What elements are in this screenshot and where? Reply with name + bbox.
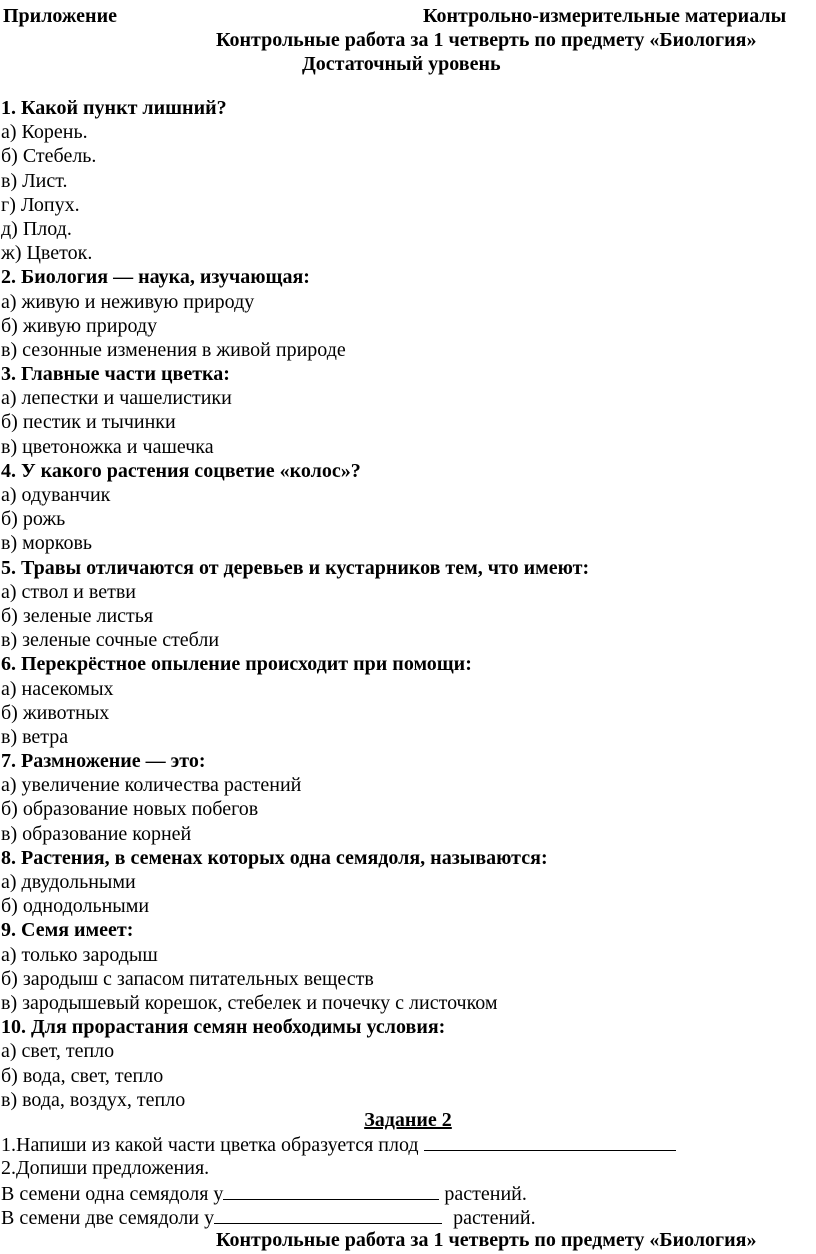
answer-option: б) образование новых побегов	[1, 798, 259, 821]
questions-list	[1, 96, 813, 1112]
answer-option: в) морковь	[1, 532, 93, 555]
question-text: 7. Размножение — это:	[1, 750, 206, 773]
answer-blank[interactable]	[214, 1205, 442, 1224]
answer-option: г) Лопух.	[1, 193, 80, 216]
answer-option: б) живую природу	[1, 314, 158, 337]
question	[1, 556, 813, 653]
answer-option: в) Лист.	[1, 169, 68, 192]
answer-option: б) животных	[1, 701, 110, 724]
header-left: Приложение	[3, 5, 117, 27]
answer-option: в) зеленые сочные стебли	[1, 629, 220, 652]
document-title: Контрольные работа за 1 четверть по предмету «Биология»	[216, 29, 757, 51]
answer-option: в) сезонные изменения в живой природе	[1, 338, 346, 361]
question-text: 5. Травы отличаются от деревьев и кустарников тем, что имеют:	[1, 556, 590, 579]
footer-title: Контрольные работа за 1 четверть по предмету «Биология»	[216, 1229, 757, 1251]
question-text: 1. Какой пункт лишний?	[1, 97, 227, 119]
answer-option: б) Стебель.	[1, 145, 97, 168]
question	[1, 459, 813, 556]
answer-option: в) ветра	[1, 725, 69, 748]
question	[1, 265, 813, 362]
answer-option: б) однодольными	[1, 895, 150, 918]
question	[1, 652, 813, 749]
answer-option: а) двудольными	[1, 871, 136, 893]
answer-option: в) цветоножка и чашечка	[1, 435, 214, 458]
answer-option: в) образование корней	[1, 822, 192, 845]
answer-option: б) зеленые листья	[1, 604, 154, 627]
answer-option: а) ствол и ветви	[1, 580, 136, 603]
question-text: 2. Биология — наука, изучающая:	[1, 266, 310, 289]
question	[1, 96, 813, 265]
answer-option: а) лепестки и чашелистики	[1, 387, 232, 410]
answer-option: б) зародыш с запасом питательных веществ	[1, 967, 374, 990]
answer-option: а) только зародыш	[1, 943, 158, 966]
question	[1, 918, 813, 1015]
question-text: 6. Перекрёстное опыление происходит при помощи:	[1, 653, 472, 676]
answer-option: б) вода, свет, тепло	[1, 1064, 164, 1087]
answer-option: а) насекомых	[1, 677, 114, 700]
question	[1, 749, 813, 846]
question	[1, 362, 813, 459]
answer-option: а) живую и неживую природу	[1, 290, 255, 313]
task2-line-3-text: В семени одна семядоля у	[1, 1183, 224, 1205]
answer-option: б) пестик и тычинки	[1, 411, 176, 434]
question-text: 3. Главные части цветка:	[1, 363, 230, 386]
task2-line-2	[1, 1156, 209, 1180]
answer-option: д) Плод.	[1, 217, 72, 240]
answer-option: ж) Цветок.	[1, 242, 93, 265]
answer-option: в) зародышевый корешок, стебелек и почечку с листочком	[1, 991, 498, 1014]
answer-option: а) увеличение количества растений	[1, 774, 302, 797]
question-text: 9. Семя имеет:	[1, 919, 134, 942]
answer-option: в) вода, воздух, тепло	[1, 1088, 186, 1111]
answer-option: а) Корень.	[1, 121, 88, 144]
task2-line-1	[1, 1132, 676, 1157]
task2-line-2-text: 2.Допиши предложения.	[1, 1157, 210, 1179]
answer-option: а) свет, тепло	[1, 1040, 115, 1063]
question-text: 10. Для прорастания семян необходимы условия:	[1, 1016, 446, 1039]
question-text: 4. У какого растения соцветие «колос»?	[1, 459, 361, 482]
question	[1, 1015, 813, 1112]
answer-option: а) одуванчик	[1, 484, 111, 506]
task2-line-3-suffix: растений.	[444, 1183, 527, 1205]
task2-line-3	[1, 1181, 527, 1206]
header-right: Контрольно-измерительные материалы	[423, 5, 787, 27]
task2-line-4	[1, 1205, 536, 1230]
task2-title: Задание 2	[364, 1109, 452, 1131]
task2-line-4-suffix: растений.	[453, 1207, 536, 1229]
answer-blank[interactable]	[424, 1132, 676, 1151]
task2-line-4-text: В семени две семядоли у	[1, 1207, 215, 1229]
question-text: 8. Растения, в семенах которых одна семядоля, называются:	[1, 846, 548, 869]
answer-blank[interactable]	[223, 1181, 439, 1200]
question	[1, 846, 813, 919]
answer-option: б) рожь	[1, 508, 66, 531]
task2-line-1-text: 1.Напиши из какой части цветка образуется плод	[1, 1134, 419, 1156]
level-title: Достаточный уровень	[302, 53, 501, 75]
